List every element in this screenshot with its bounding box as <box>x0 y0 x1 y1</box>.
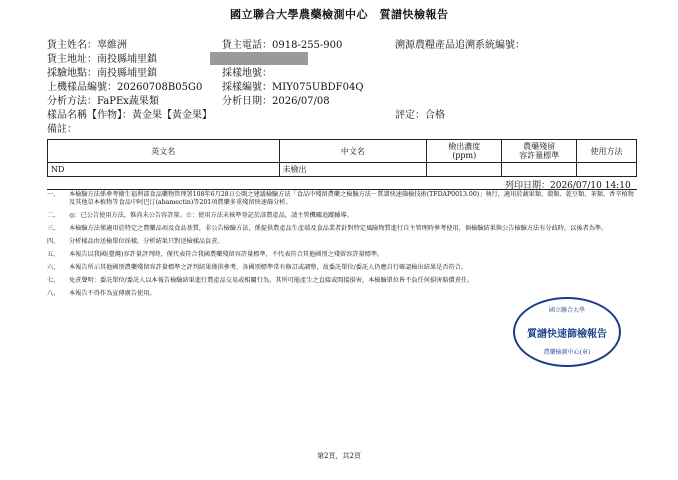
evaluation: 評定：合格 <box>395 110 445 121</box>
note-number: 五、 <box>47 251 60 258</box>
analysis-method: 分析方法：FaPEx蔬果類 <box>47 96 159 107</box>
table-header-row <box>48 140 637 163</box>
note-item <box>47 225 637 233</box>
note-item <box>47 264 637 272</box>
note-text: 本報告所示其他國別農藥殘留容許量標準之評判結果僅供參考，各國別標準常有修訂或調整，故委託單位/委託人仍應自行確認檢出結果是否符合。 <box>69 264 468 271</box>
note-number: 六、 <box>47 264 60 271</box>
note-text: 本檢驗方法係參考衛生福利部食品藥物管理署108年6月28日公開之建議檢驗方法「食品中殘留農藥之檢驗方法－質譜快速篩檢技術(TFDAP0013.00)」執行，適用於蔬果類、穀類、乾豆類、茶類、香辛植物及其他草本植物等食品中阿巴汀(abamectin)等201項農藥多重殘留快速篩分析。 <box>69 191 634 206</box>
note-item <box>47 290 637 298</box>
official-seal-stamp <box>513 297 621 367</box>
sampling-code: 採樣編號：MIY075UBDF04Q <box>222 82 364 93</box>
report-title: 國立聯合大學農藥檢測中心 質譜快檢報告 <box>230 8 449 21</box>
table-row <box>48 163 637 177</box>
sampling-place: 採驗地點：南投縣埔里鎮 <box>47 68 157 79</box>
note-text: 本檢驗方法僅適用於特定之農藥品項及食品基質，非公告檢驗方法，係提供農產品生產端及食品業者針對特定風險物質進行自主管理時參考使用，倘檢驗結果與公告檢驗方法有分歧時，以後者為準。 <box>69 225 608 232</box>
results-table <box>47 139 637 177</box>
col-english-name: 英文名 <box>48 140 280 163</box>
note-text: 本報告以我國(臺灣)容許量評判時，僅代表符合我國農藥殘留容許量標準，不代表符合其他國別之殘留容許量標準。 <box>69 251 384 258</box>
col-usage: 使用方法 <box>577 140 637 163</box>
analysis-date: 分析日期：2026/07/08 <box>222 96 330 107</box>
sample-no: 上機樣品編號：20260708B05G0 <box>47 82 203 93</box>
stamp-bottom-text: 農藥檢測中心(章) <box>543 349 591 356</box>
note-item <box>47 277 637 285</box>
owner-phone: 貨主電話：0918-255-900 <box>222 40 343 51</box>
note-number: 二、 <box>47 212 60 219</box>
note-item <box>47 191 637 207</box>
note-number: 七、 <box>47 277 60 284</box>
sample-name: 樣品名稱【作物】：黃金果【黃金果】 <box>47 110 212 121</box>
notes-section <box>47 191 637 303</box>
cell-usage <box>577 163 637 177</box>
note-item <box>47 238 637 246</box>
note-item <box>47 212 637 220</box>
page-footer: 第2頁，共2頁 <box>317 452 361 460</box>
cell-chinese-name: 未檢出 <box>279 163 427 177</box>
remarks: 備註： <box>47 124 77 135</box>
note-item <box>47 251 637 259</box>
note-number: 三、 <box>47 225 60 232</box>
divider-line <box>47 189 637 190</box>
note-text: 分析樣品由送檢單位採樣，分析結果只對送檢樣品負責。 <box>69 238 224 245</box>
note-text: 免責聲明：委託單位/委託人以本報告檢驗結果進行農產品交易或相關行為，其所可能產生之直接或間接損害，本檢驗單位皆不負任何損害賠償責任。 <box>69 277 474 284</box>
col-concentration: 檢出濃度 (ppm) <box>427 140 502 163</box>
trace-code: 溯源農糧產品追溯系統編號： <box>395 40 525 51</box>
sampling-location: 採樣地號： <box>222 68 272 79</box>
print-time: 列印日期：2026/07/10 14:10 <box>505 181 631 191</box>
note-number: 四、 <box>47 238 60 245</box>
stamp-top-text: 國立聯合大學 <box>548 307 585 314</box>
note-number: 八、 <box>47 290 60 297</box>
cell-english-name: ND <box>48 163 280 177</box>
owner-address: 貨主地址：南投縣埔里鎮 <box>47 54 157 65</box>
col-chinese-name: 中文名 <box>279 140 427 163</box>
owner-name: 貨主姓名：辜維洲 <box>47 40 127 51</box>
cell-concentration <box>427 163 502 177</box>
cell-tolerance <box>502 163 577 177</box>
note-number: 一、 <box>47 191 60 198</box>
col-tolerance: 農藥殘留 容許量標準 <box>502 140 577 163</box>
note-text: 本報告不得作為宣傳廣告使用。 <box>69 290 156 297</box>
redacted-address-block <box>210 52 308 65</box>
note-text: ◎：已公告使用方法，惟尚未公告容許量。☆：使用方法未核準登記於該農產品，請主管機關追蹤輔導。 <box>69 212 353 219</box>
stamp-middle-text: 質譜快速篩檢報告 <box>527 329 607 340</box>
